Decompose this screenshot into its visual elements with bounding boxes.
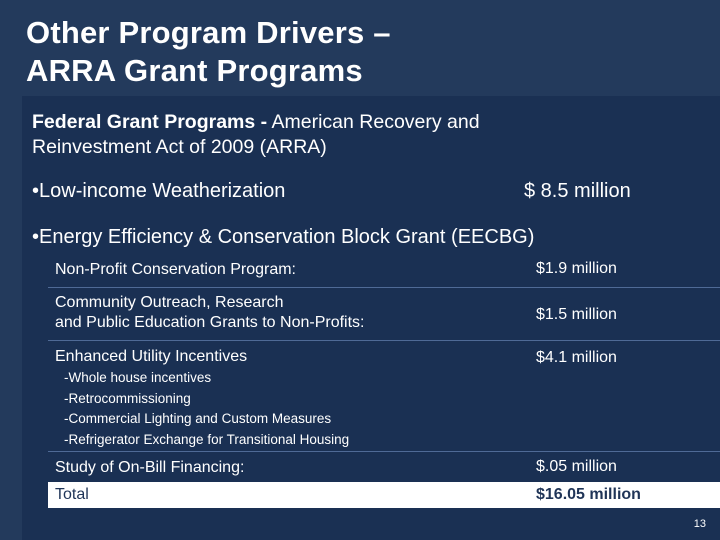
incentive-item: -Whole house incentives	[64, 370, 212, 385]
row-amount-on-bill: $.05 million	[536, 458, 617, 475]
weatherization-amount: $ 8.5 million	[524, 180, 631, 202]
row-amount-utility: $4.1 million	[536, 349, 617, 366]
intro-text	[32, 110, 692, 160]
title-line-2: ARRA Grant Programs	[26, 53, 363, 88]
intro-bold: Federal Grant Programs -	[32, 111, 268, 133]
slide-title	[26, 14, 706, 90]
total-amount: $16.05 million	[536, 486, 641, 503]
bullet-eecbg: •Energy Efficiency & Conservation Block Grant (EECBG)	[32, 226, 535, 248]
incentive-item: -Refrigerator Exchange for Transitional Housing	[64, 431, 350, 447]
bullet-weatherization: •Low-income Weatherization	[32, 180, 286, 202]
row-amount-conservation: $1.9 million	[536, 260, 617, 277]
row-label-outreach-line-1: Community Outreach, Research	[55, 294, 284, 311]
incentive-list	[64, 368, 349, 450]
row-divider	[48, 451, 720, 452]
intro-rest: American Recovery and	[267, 111, 480, 133]
row-label-outreach	[55, 293, 365, 333]
row-label-on-bill: Study of On-Bill Financing:	[55, 459, 245, 476]
total-label: Total	[55, 486, 89, 503]
row-divider	[48, 287, 720, 288]
title-line-1: Other Program Drivers –	[26, 15, 391, 50]
row-amount-outreach: $1.5 million	[536, 306, 617, 323]
row-label-utility: Enhanced Utility Incentives	[55, 348, 248, 365]
incentive-item: -Commercial Lighting and Custom Measures	[64, 411, 332, 426]
intro-line-2: Reinvestment Act of 2009 (ARRA)	[32, 136, 327, 158]
row-label-conservation: Non-Profit Conservation Program:	[55, 261, 296, 278]
page-number: 13	[693, 518, 706, 530]
row-label-outreach-line-2: and Public Education Grants to Non-Profits:	[55, 314, 365, 331]
incentive-item: -Retrocommissioning	[64, 390, 191, 406]
row-divider	[48, 340, 720, 341]
